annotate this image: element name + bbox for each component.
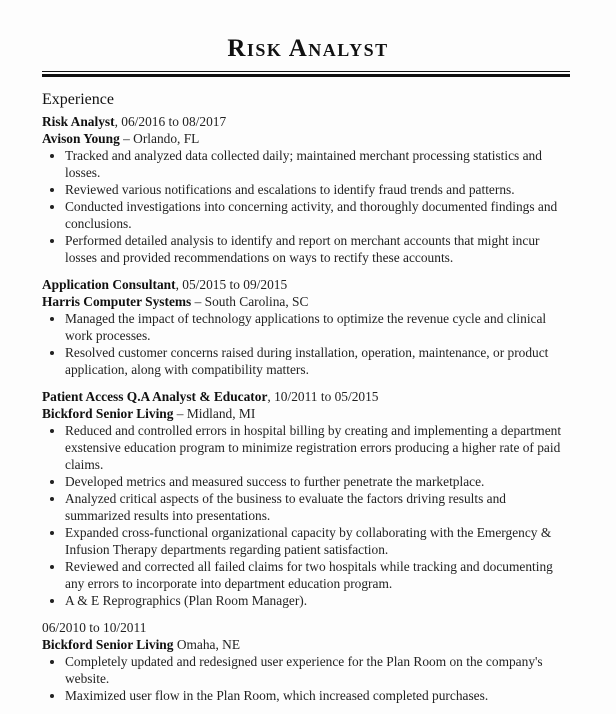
list-item: • Analyzed critical aspects of the business to evaluate the factors driving results and summarized results into presentations.: [65, 490, 572, 524]
job-location: Omaha, NE: [176, 637, 241, 652]
list-item: • Resolved customer concerns raised during installation, operation, maintenance, or product application, along with compatibility matters.: [65, 344, 572, 378]
resume-title: Risk Analyst: [227, 35, 389, 62]
job-position: Patient Access Q.A Analyst & Educator: [42, 389, 268, 404]
job-company-line: [42, 636, 572, 653]
job-bullets: [42, 310, 572, 378]
list-item: • Reviewed and corrected all failed claims for two hospitals while tracking and documenting any errors to incorporate into department education program.: [65, 558, 572, 592]
list-item: • A & E Reprographics (Plan Room Manager).: [65, 592, 572, 609]
job-company-line: [42, 130, 572, 147]
list-item: • Tracked and analyzed data collected daily; maintained merchant processing statistics and losses.: [65, 147, 572, 181]
job-company: Avison Young: [42, 131, 120, 146]
job-bullets: [42, 147, 572, 266]
job-entry: [42, 619, 572, 704]
list-item: • Reviewed various notifications and escalations to identify fraud trends and patterns.: [65, 181, 572, 198]
list-item: • Maximized user flow in the Plan Room, which increased completed purchases.: [65, 687, 572, 704]
job-company: Bickford Senior Living: [42, 637, 174, 652]
job-location: Orlando, FL: [133, 131, 200, 146]
job-location: South Carolina, SC: [204, 294, 309, 309]
separator: –: [191, 294, 205, 309]
job-header: [42, 388, 572, 405]
job-dates: , 05/2015 to 09/2015: [175, 277, 288, 292]
section-title: Experience: [42, 91, 114, 108]
list-item: • Developed metrics and measured success to further penetrate the marketplace.: [65, 473, 572, 490]
job-entry: [42, 388, 572, 609]
experience-section: [42, 90, 572, 714]
job-header: [42, 276, 572, 293]
job-position: Risk Analyst: [42, 114, 115, 129]
list-item: • Reduced and controlled errors in hospital billing by creating and implementing a department exstensive education program to minimize registration errors producing a higher rate of paid claims.: [65, 422, 572, 473]
list-item: • Performed detailed analysis to identify and report on merchant accounts that might incur losses and provided recommendations on ways to rectify these accounts.: [65, 232, 572, 266]
job-position: Application Consultant: [42, 277, 176, 292]
job-entry: [42, 276, 572, 378]
job-company-line: [42, 293, 572, 310]
job-bullets: [42, 422, 572, 609]
job-header: [42, 619, 572, 636]
job-dates: , 10/2011 to 05/2015: [267, 389, 379, 404]
title-divider: [42, 71, 570, 77]
job-entry: [42, 113, 572, 266]
job-bullets: [42, 653, 572, 704]
job-dates: 06/2010 to 10/2011: [42, 620, 147, 635]
list-item: • Expanded cross-functional organizational capacity by collaborating with the Emergency & Infusion Therapy departments regarding patient satisfaction.: [65, 524, 572, 558]
job-company: Bickford Senior Living: [42, 406, 174, 421]
separator: –: [173, 406, 187, 421]
job-company-line: [42, 405, 572, 422]
list-item: • Completely updated and redesigned user experience for the Plan Room on the company's website.: [65, 653, 572, 687]
job-header: [42, 113, 572, 130]
list-item: • Managed the impact of technology applications to optimize the revenue cycle and clinical work processes.: [65, 310, 572, 344]
separator: –: [119, 131, 134, 146]
job-location: Midland, MI: [186, 406, 256, 421]
job-dates: , 06/2016 to 08/2017: [114, 114, 227, 129]
job-company: Harris Computer Systems: [42, 294, 192, 309]
list-item: • Conducted investigations into concerning activity, and thoroughly documented findings and conclusions.: [65, 198, 572, 232]
